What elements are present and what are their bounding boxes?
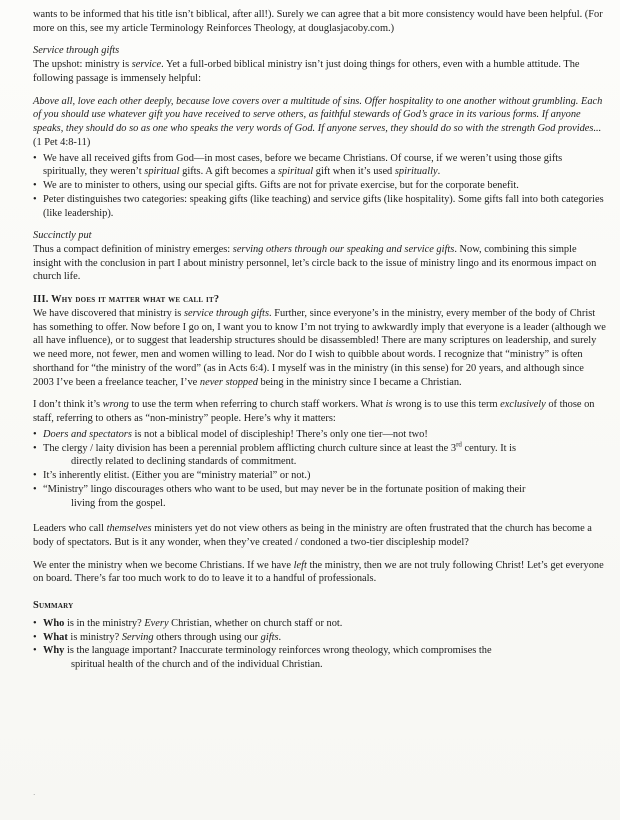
- paragraph-upshot: The upshot: ministry is service. Yet a full-orbed biblical ministry isn’t just doing things for others, even with a humble attitude. The following passage is immensely helpful:: [33, 59, 580, 84]
- paragraph-enter-ministry: We enter the ministry when we become Christians. If we have left the ministry, then we are not truly following Christ! Let’s get everyone on board. There’s far too much work to do to leave it to a handful of professionals.: [33, 559, 604, 585]
- list-item: • Who is in the ministry? Every Christian, whether on church staff or not.: [33, 617, 606, 631]
- gifts-bullet-list: [33, 152, 606, 221]
- list-item: • The clergy / laity division has been a perennial problem afflicting church culture since at least the 3rd century. It is directly related to declining standards of commitment.: [33, 442, 606, 469]
- paragraph-section3-2: I don’t think it’s wrong to use the term when referring to church staff workers. What is wrong is to use this term exclusively of those on staff, referring to others as “non-ministry” people. Here’s why it matters:: [33, 399, 595, 425]
- list-item: • “Ministry” lingo discourages others who want to be used, but may never be in the fortunate position of making their living from the gospel.: [33, 483, 606, 510]
- list-item: • Doers and spectators is not a biblical model of discipleship! There’s only one tier—not two!: [33, 428, 606, 442]
- heading-service-through-gifts: Service through gifts: [33, 45, 120, 57]
- list-item: • It’s inherently elitist. (Either you are “ministry material” or not.): [33, 469, 606, 483]
- paragraph-section3-1: We have discovered that ministry is service through gifts. Further, since everyone’s in the ministry, every member of the body of Christ has something to offer. Now before I go on, I want you to know I’m not trying to awkwardly imply that everyone is a leader (although we all have influence), or to suggest that leadership structures should be disassembled! There are many scriptures on leadership, and surely we need more, not fewer, men and women willing to lead. Nor do I wish to quibble about words. I recognize that “ministry” is often shorthand for “the ministry of the word” (as in Acts 6:4). I myself was in the ministry (in this sense) for 20 years, and although since 2003 I’ve been a freelance teacher, I’ve never stopped being in the ministry since I became a Christian.: [33, 307, 606, 388]
- list-item: • What is ministry? Serving others through using our gifts.: [33, 631, 606, 645]
- paragraph-leaders: Leaders who call themselves ministers yet do not view others as being in the ministry are often frustrated that the church has become a body of spectators. But is it any wonder, when they’ve created / condoned a two-tier discipleship model?: [33, 523, 592, 548]
- scripture-reference: (1 Pet 4:8-11): [33, 136, 91, 148]
- summary-heading: Summary: [33, 600, 74, 612]
- list-item: • Peter distinguishes two categories: speaking gifts (like teaching) and service gifts (like hospitality). Some gifts fall into both categories (like leadership).: [33, 193, 606, 220]
- section-heading-3: III. Why does it matter what we call it?: [33, 294, 220, 306]
- heading-succinctly-put: Succinctly put: [33, 230, 92, 242]
- list-item: • We are to minister to others, using our special gifts. Gifts are not for private exercise, but for the corporate benefit.: [33, 179, 606, 193]
- scan-speck: ·: [33, 790, 36, 799]
- paragraph-definition: Thus a compact definition of ministry emerges: serving others through our speaking and service gifts. Now, combining this simple insight with the conclusion in part I about ministry personnel, let’s circle back to the issue of ministry lingo and its enormous impact on church life.: [33, 244, 597, 283]
- list-item: • Why is the language important? Inaccurate terminology reinforces wrong theology, which compromises the spiritual health of the church and of the individual Christian.: [33, 644, 606, 671]
- paragraph-intro: wants to be informed that his title isn’t biblical, after all!). Surely we can agree that a bit more consistency would have been helpful. (For more on this, see my article Terminology Reinforces Theology, at douglasjacoby.com.): [33, 9, 603, 34]
- list-item: • We have all received gifts from God—in most cases, before we became Christians. Of course, if we weren’t using those gifts spiritually, they weren’t spiritual gifts. A gift becomes a spiritual gift when it’s used spiritually.: [33, 152, 606, 179]
- summary-list: [33, 617, 606, 672]
- why-it-matters-list: [33, 428, 606, 510]
- scripture-quote: Above all, love each other deeply, because love covers over a multitude of sins. Offer hospitality to one another without grumbling. Each of you should use whatever gift you have received to serve others, as faithful stewards of God’s grace in its various forms. If anyone speaks, they should do so as one who speaks the very words of God. If anyone serves, they should do so with the strength God provides...(1 Pet 4:8-11): [33, 95, 603, 148]
